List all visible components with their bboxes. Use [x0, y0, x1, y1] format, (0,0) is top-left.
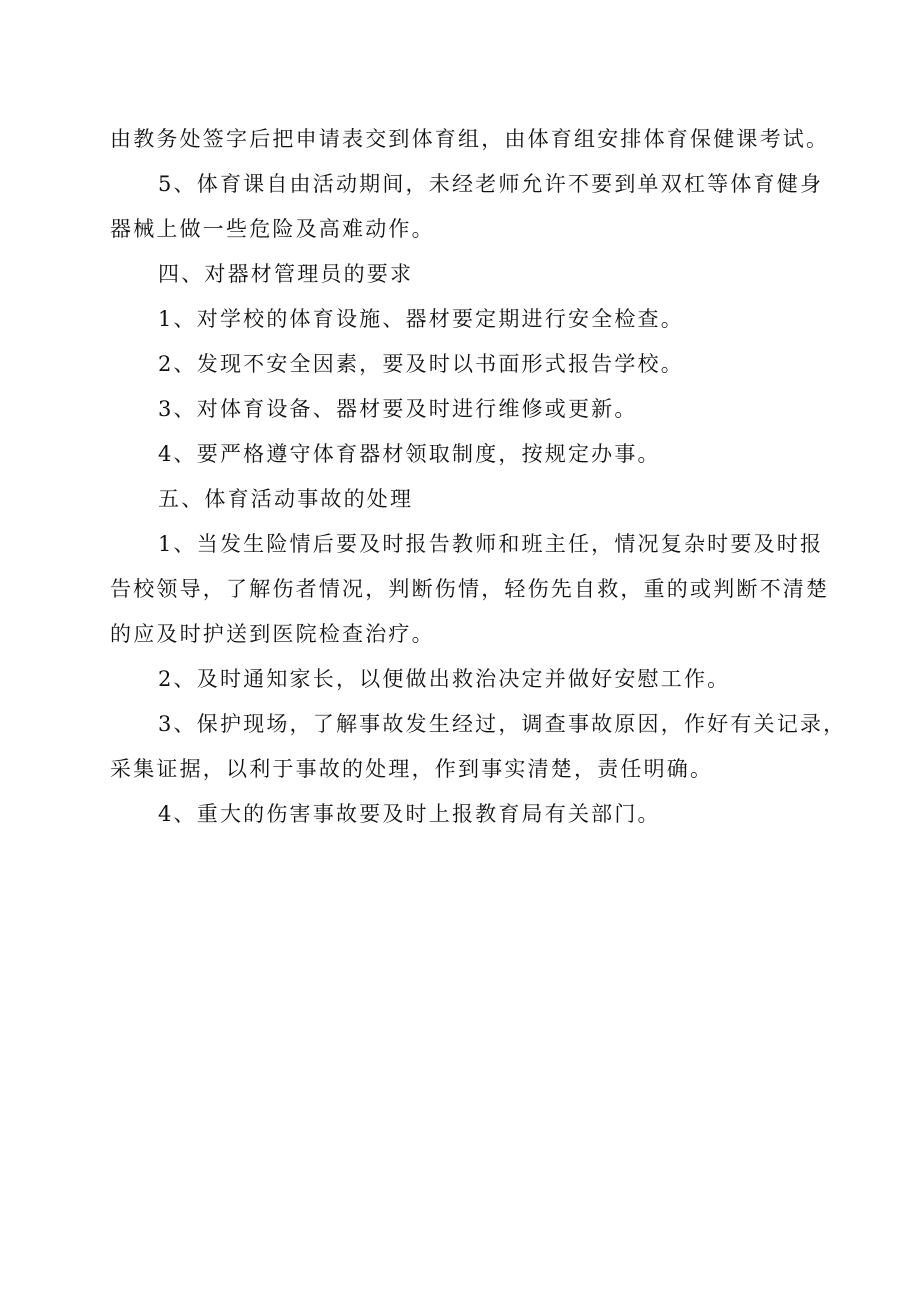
paragraph-line: 的应及时护送到医院检查治疗。 [110, 622, 435, 646]
document-body [110, 117, 847, 837]
section-heading-4: 四、对器材管理员的要求 [158, 262, 414, 286]
list-item-3: 3、保护现场，了解事故发生经过，调查事故原因，作好有关记录， [158, 712, 847, 736]
list-item-3: 3、对体育设备、器材要及时进行维修或更新。 [158, 397, 638, 421]
list-item-2: 2、及时通知家长，以便做出救治决定并做好安慰工作。 [158, 667, 731, 691]
list-item-5: 5、体育课自由活动期间，未经老师允许不要到单双杠等体育健身 [158, 172, 824, 196]
list-item-1: 1、对学校的体育设施、器材要定期进行安全检查。 [158, 307, 684, 331]
list-item-4: 4、重大的伤害事故要及时上报教育局有关部门。 [158, 802, 661, 826]
paragraph-line: 告校领导，了解伤者情况，判断伤情，轻伤先自救，重的或判断不清楚 [110, 577, 830, 601]
section-heading-5: 五、体育活动事故的处理 [158, 487, 414, 511]
paragraph-line: 由教务处签字后把申请表交到体育组，由体育组安排体育保健课考试。 [110, 127, 830, 151]
list-item-4: 4、要严格遵守体育器材领取制度，按规定办事。 [158, 442, 661, 466]
list-item-2: 2、发现不安全因素，要及时以书面形式报告学校。 [158, 352, 684, 376]
paragraph-line: 采集证据，以利于事故的处理，作到事实清楚，责任明确。 [110, 757, 714, 781]
list-item-1: 1、当发生险情后要及时报告教师和班主任，情况复杂时要及时报 [158, 532, 824, 556]
paragraph-line: 器械上做一些危险及高难动作。 [110, 217, 435, 241]
